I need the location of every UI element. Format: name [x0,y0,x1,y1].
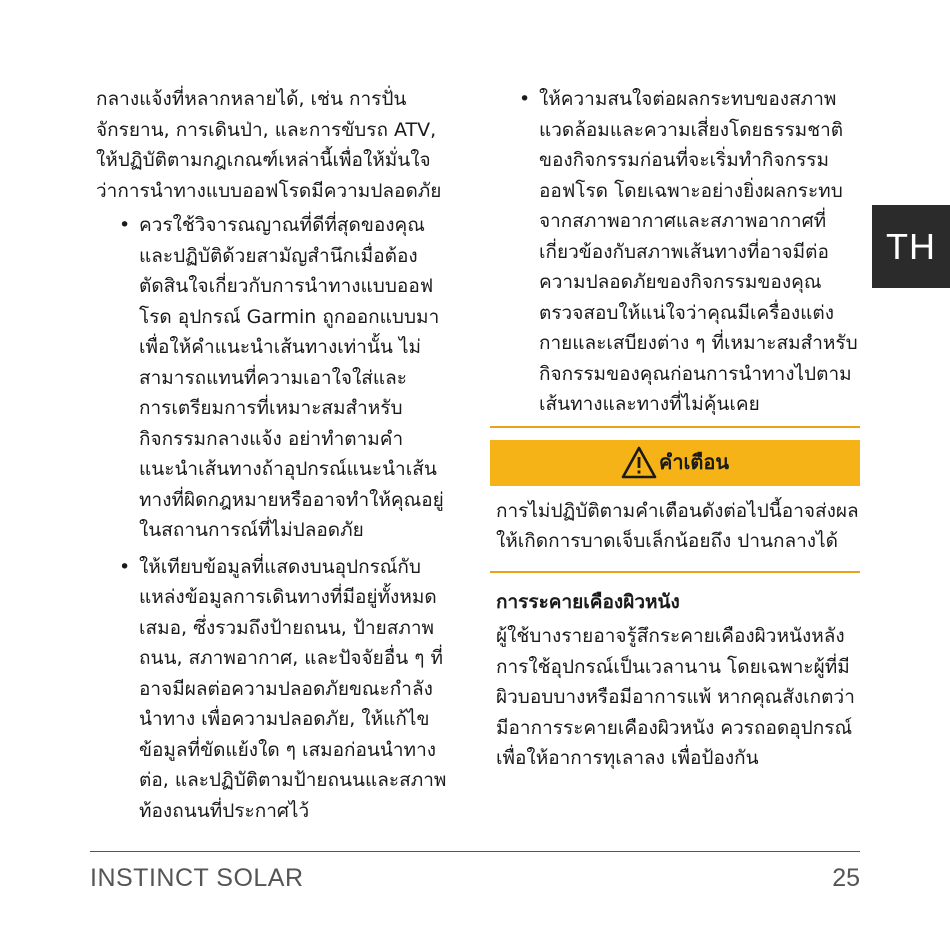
warning-header [490,440,860,486]
bullet-text: ให้เทียบข้อมูลที่แสดงบนอุปกรณ์กับแหล่งข้อมูลการเดินทางที่มีอยู่ทั้งหมดเสมอ, ซึ่งรวมถึงป้ายถนน, ป้ายสภาพถนน, สภาพอากาศ, และปัจจัยอื่น ๆ ที่อาจมีผลต่อความปลอดภัยขณะกำลังนำทาง เพื่อความปลอดภัย, ให้แก้ไขข้อมูลที่ขัดแย้งใด ๆ เสมอก่อนนำทางต่อ, และปฏิบัติตามป้ายถนนและสภาพท้องถนนที่ประกาศไว้ [139,555,447,822]
language-tab: TH [872,205,950,288]
left-bullet-list [96,210,456,826]
warning-triangle-icon [621,446,657,480]
bullet-icon: • [119,214,131,236]
warning-bottom-rule [490,571,860,573]
list-item [96,210,456,546]
warning-top-rule [490,426,860,428]
list-item [96,552,456,827]
bullet-icon: • [119,555,131,578]
bullet-text: ให้ความสนใจต่อผลกระทบของสภาพแวดล้อมและความเสี่ยงโดยธรรมชาติของกิจกรรมก่อนที่จะเริ่มทำกิจกรรมออฟโรด โดยเฉพาะอย่างยิ่งผลกระทบจากสภาพอากาศและสภาพอากาศที่เกี่ยวข้องกับสภาพเส้นทางที่อาจมีต่อความปลอดภัยของกิจกรรมของคุณ ตรวจสอบให้แน่ใจว่าคุณมีเครื่องแต่งกายและเสบียงต่าง ๆ ที่เหมาะสมสำหรับกิจกรรมของคุณก่อนการนำทางไปตามเส้นทางและทางที่ไม่คุ้นเคย [539,88,858,415]
list-item [496,84,860,420]
bullet-text: ควรใช้วิจารณญาณที่ดีที่สุดของคุณและปฏิบัติด้วยสามัญสำนึกเมื่อต้องตัดสินใจเกี่ยวกับการนำทางแบบออฟโรด อุปกรณ์ Garmin ถูกออกแบบมาเพื่อให้คำแนะนำเส้นทางเท่านั้น ไม่สามารถแทนที่ความเอาใจใส่และการเตรียมการที่เหมาะสมสำหรับกิจกรรมกลางแจ้ง อย่าทำตามคำแนะนำเส้นทางถ้าอุปกรณ์แนะนำเส้นทางที่ผิดกฎหมายหรืออาจทำให้คุณอยู่ในสถานการณ์ที่ไม่ปลอดภัย [139,214,444,541]
page-number: 25 [832,864,860,892]
footer-divider [90,851,860,852]
section-heading: การระคายเคืองผิวหนัง [496,590,680,613]
warning-text: การไม่ปฏิบัติตามคำเตือนดังต่อไปนี้อาจส่งผลให้เกิดการบาดเจ็บเล็กน้อยถึง ปานกลางได้ [496,499,859,552]
bullet-icon: • [519,88,531,110]
left-column [96,84,456,832]
footer-product-name: INSTINCT SOLAR [90,864,304,892]
warning-title: คำเตือน [658,450,730,475]
section-paragraph: ผู้ใช้บางรายอาจรู้สึกระคายเคืองผิวหนังหลังการใช้อุปกรณ์เป็นเวลานาน โดยเฉพาะผู้ที่มีผิวบอบบางหรือมีอาการแพ้ หากคุณสังเกตว่ามีอาการระคายเคืองผิวหนัง ควรถอดอุปกรณ์เพื่อให้อาการทุเลาลง เพื่อป้องกัน [496,625,855,769]
right-column [496,84,860,774]
intro-paragraph: กลางแจ้งที่หลากหลายได้, เช่น การปั่นจักรยาน, การเดินป่า, และการขับรถ ATV, ให้ปฏิบัติตามกฎเกณฑ์เหล่านี้เพื่อให้มั่นใจว่าการนำทางแบบออฟโรดมีความปลอดภัย [96,88,442,202]
right-bullet-list [496,84,860,420]
